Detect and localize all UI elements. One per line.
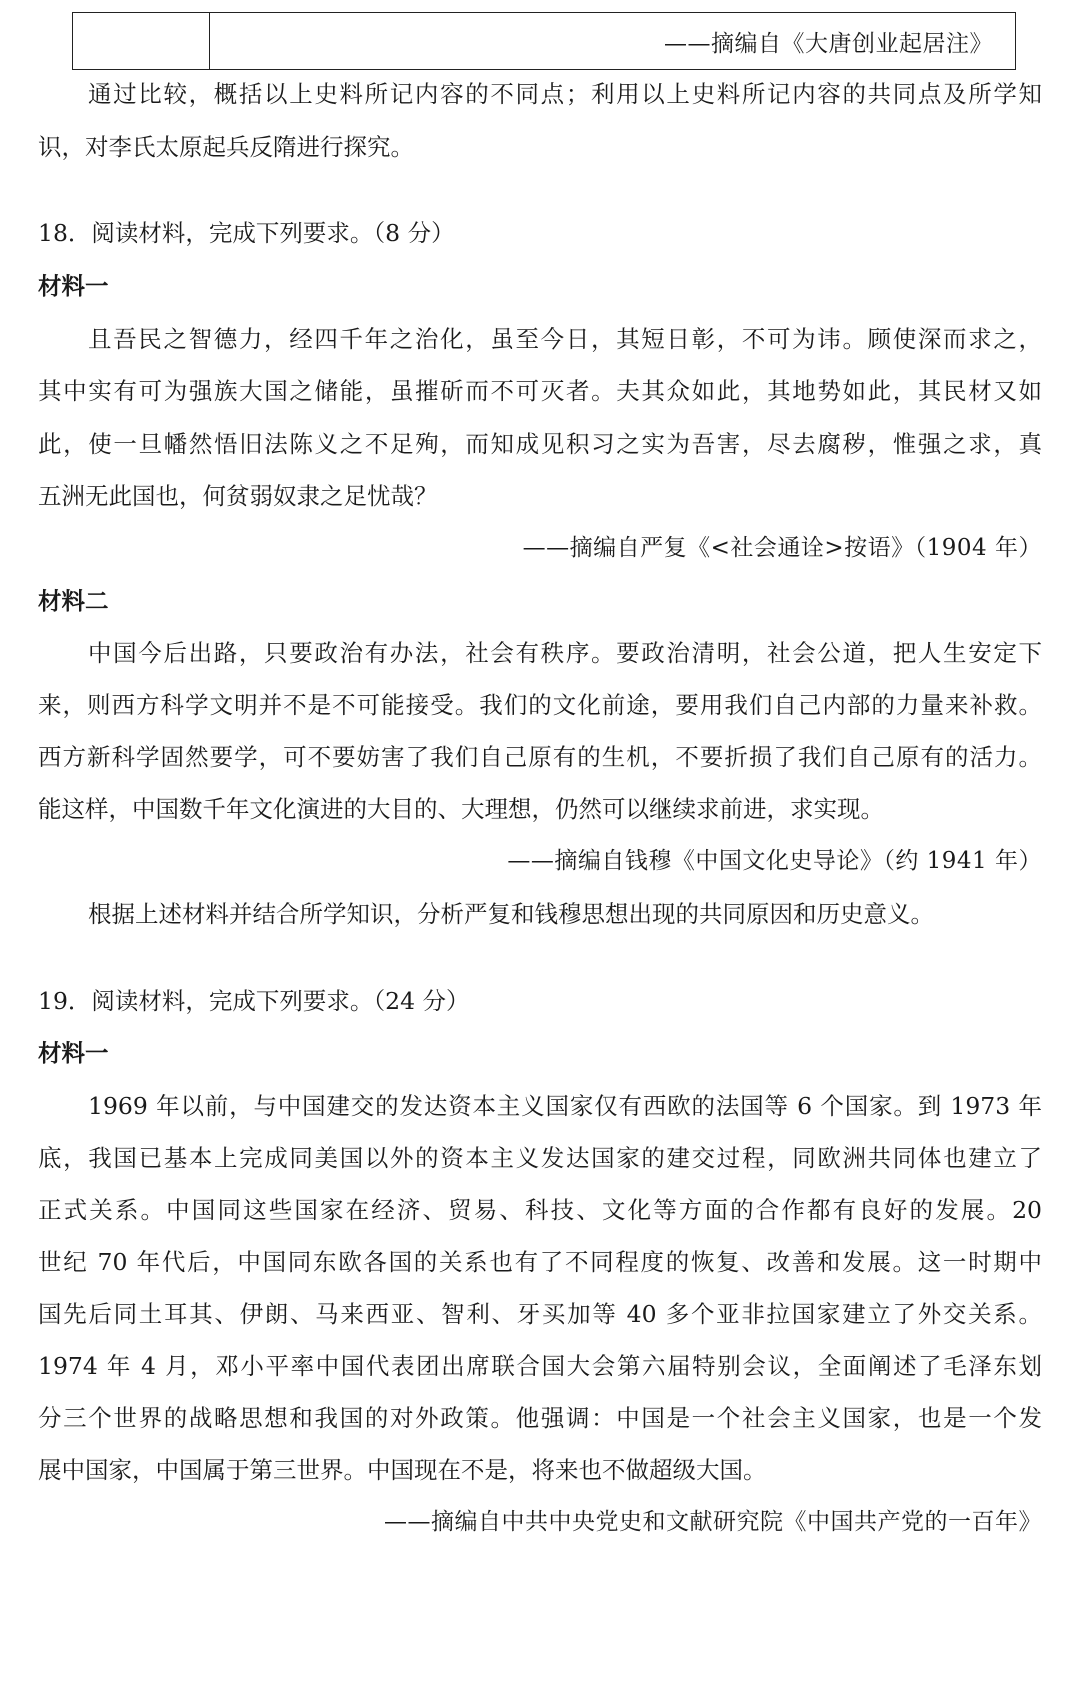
q18-m2-line: 能这样，中国数千年文化演进的大目的、大理想，仍然可以继续求前进，求实现。 [38, 795, 884, 823]
q17-prompt-line-1: 通过比较，概括以上史料所记内容的不同点；利用以上史料所记内容的共同点及所学知 [88, 80, 1042, 108]
q17-prompt-line-2: 识，对李氏太原起兵反隋进行探究。 [38, 133, 414, 161]
q19-material1-label: 材料一 [38, 1039, 109, 1067]
source-table-fragment [72, 12, 1016, 70]
q19-m1-line: 1974 年 4 月，邓小平率中国代表团出席联合国大会第六届特别会议，全面阐述了毛泽东划 [38, 1352, 1042, 1380]
q19-m1-line: 分三个世界的战略思想和我国的对外政策。他强调：中国是一个社会主义国家，也是一个发 [38, 1404, 1042, 1432]
q19-heading: 19．阅读材料，完成下列要求。（24 分） [38, 987, 470, 1015]
q19-m1-line: 世纪 70 年代后，中国同东欧各国的关系也有了不同程度的恢复、改善和发展。这一时期中 [38, 1248, 1042, 1276]
q18-material1-label: 材料一 [38, 272, 109, 300]
q18-heading: 18．阅读材料，完成下列要求。（8 分） [38, 219, 455, 247]
q19-m1-line: 国先后同土耳其、伊朗、马来西亚、智利、牙买加等 40 多个亚非拉国家建立了外交关系。 [38, 1300, 1042, 1328]
q18-m1-line: 且吾民之智德力，经四千年之治化，虽至今日，其短日彰，不可为讳。顾使深而求之， [88, 325, 1042, 353]
q18-material2-label: 材料二 [38, 587, 109, 615]
table-source-cell [210, 13, 1015, 69]
q19-m1-line: 1969 年以前，与中国建交的发达资本主义国家仅有西欧的法国等 6 个国家。到 1973 年 [88, 1092, 1042, 1120]
q18-m2-line: 西方新科学固然要学，可不要妨害了我们自己原有的生机，不要折损了我们自己原有的活力。 [38, 743, 1042, 771]
q18-m1-source: ——摘编自严复《<社会通诠>按语》（1904 年） [522, 535, 1042, 561]
q18-m2-line: 来，则西方科学文明并不是不可能接受。我们的文化前途，要用我们自己内部的力量来补救。 [38, 691, 1042, 719]
q19-m1-line: 展中国家，中国属于第三世界。中国现在不是，将来也不做超级大国。 [38, 1456, 767, 1484]
table-source-text: ——摘编自《大唐创业起居注》 [664, 30, 993, 57]
q19-m1-source: ——摘编自中共中央党史和文献研究院《中国共产党的一百年》 [384, 1509, 1042, 1535]
q19-m1-line: 正式关系。中国同这些国家在经济、贸易、科技、文化等方面的合作都有良好的发展。20 [38, 1196, 1042, 1224]
q19-m1-line: 底，我国已基本上完成同美国以外的资本主义发达国家的建交过程，同欧洲共同体也建立了 [38, 1144, 1042, 1172]
table-empty-cell [73, 13, 210, 69]
q18-m2-line: 中国今后出路，只要政治有办法，社会有秩序。要政治清明，社会公道，把人生安定下 [88, 639, 1042, 667]
q18-question: 根据上述材料并结合所学知识，分析严复和钱穆思想出现的共同原因和历史意义。 [88, 900, 934, 928]
q18-m2-source: ——摘编自钱穆《中国文化史导论》（约 1941 年） [507, 848, 1042, 874]
q18-m1-line: 此，使一旦幡然悟旧法陈义之不足殉，而知成见积习之实为吾害，尽去腐秽，惟强之求，真 [38, 430, 1042, 458]
q18-m1-line: 其中实有可为强族大国之储能，虽摧斫而不可灭者。夫其众如此，其地势如此，其民材又如 [38, 377, 1042, 405]
q18-m1-line: 五洲无此国也，何贫弱奴隶之足忧哉？ [38, 482, 438, 510]
